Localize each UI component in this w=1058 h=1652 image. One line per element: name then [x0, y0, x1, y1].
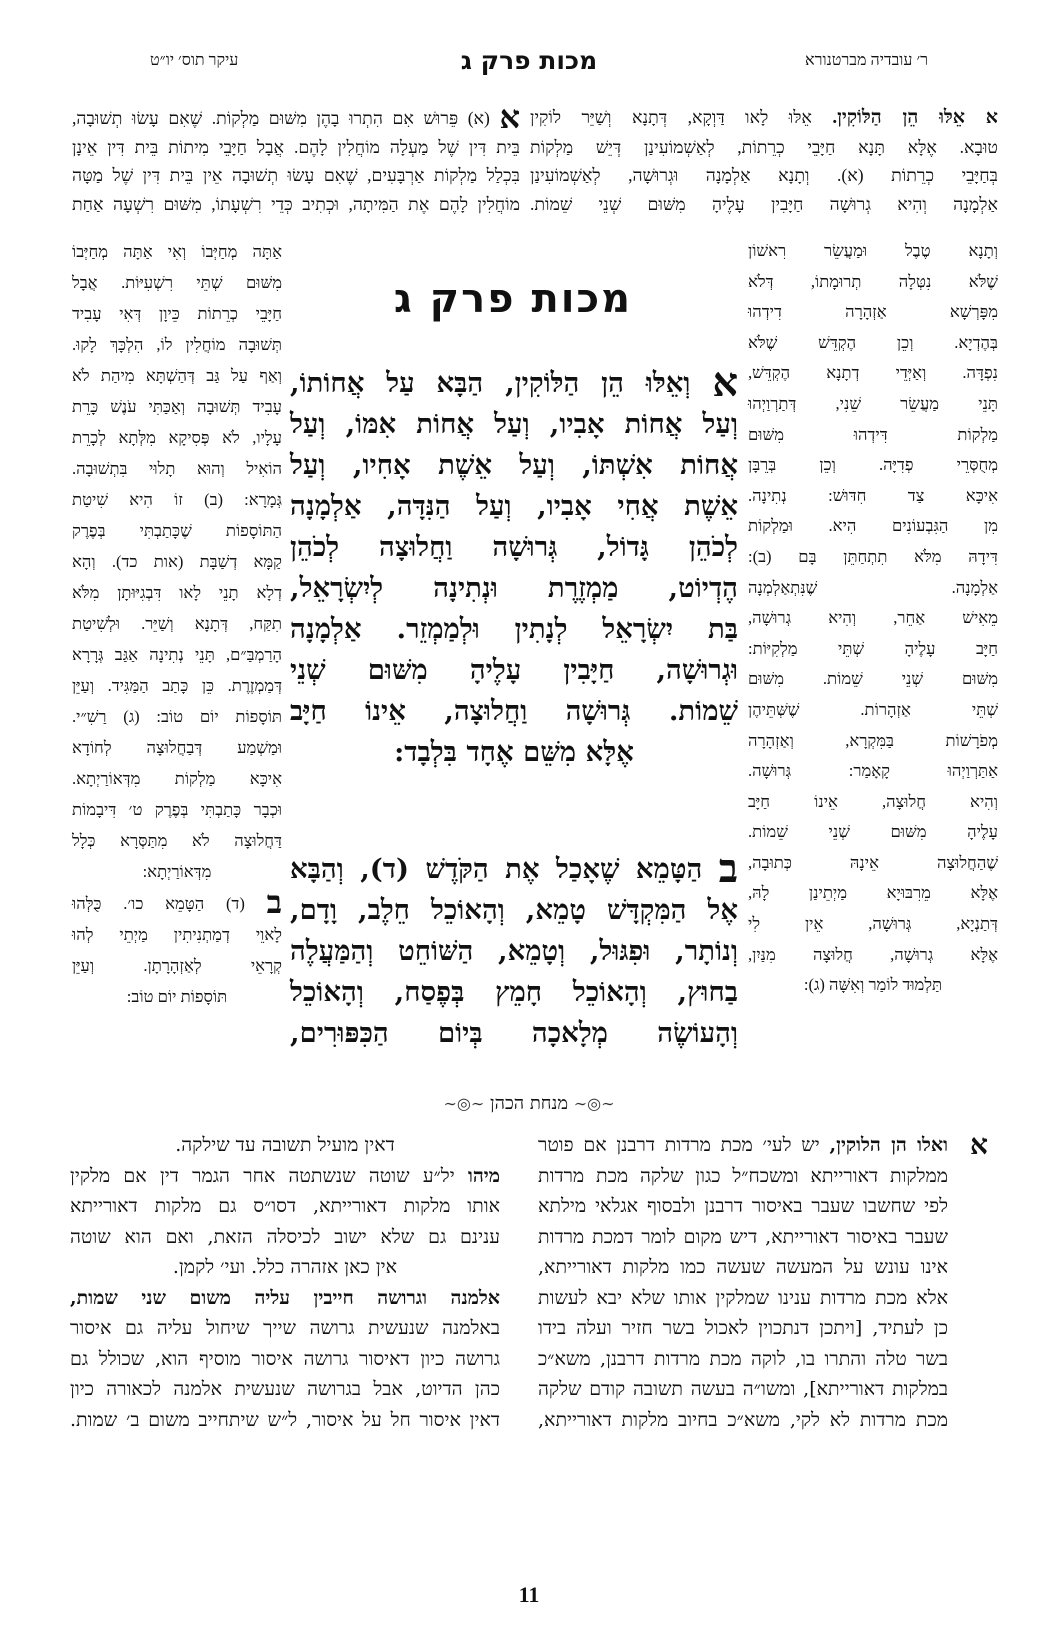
minchat-line: כהן הדיוט, אבל בגרושה שנעשית אלמנה לכאורה כיון: [70, 1378, 500, 1400]
minchat-line: במלקות דאורייתא], ומשו״ה בעשה תשובה קודם שלקה: [538, 1378, 948, 1400]
bartenura-line: שְׁתֵּי אַזְהָרוֹת. שֶׁשְּׁתֵּיהֶן: [748, 699, 998, 719]
tosafot-side-column: [72, 236, 282, 1012]
tosafot-line: בֵּית דִּין שֶׁל מַעְלָה מוֹחֲלִין לָהֶם. אֲבָל חַיָּבֵי מִיתוֹת בֵּית דִּין אֵינָן: [72, 136, 520, 157]
ornament-icon: ∽◎∽: [443, 1094, 485, 1113]
mishna-aleph: [290, 359, 738, 773]
bartenura-line: מְפֹרָשׁוֹת בַּמִּקְרָא, וְאַזְהָרָה: [748, 730, 998, 750]
bartenura-line: מִשּׁוּם שְׁנֵי שֵׁמוֹת. מִשּׁוּם: [748, 669, 998, 689]
bartenura-line: תָּנֵי מַעֲשֵׂר שֵׁנִי, דְּתַרְוַיְהוּ: [748, 393, 998, 413]
mishna-line: וְנוֹתָר, וּפִגּוּל, וְטָמֵא, הַשּׁוֹחֵט וְהַמַּעֲלֶה: [290, 935, 738, 967]
tosafot-line: מִשּׁוּם שְׁתֵּי רִשְׁעִיּוֹת. אֲבָל: [72, 273, 282, 292]
bartenura-line: מֵאִישׁ אַחֵר, וְהִיא גְרוּשָׁה,: [748, 608, 998, 628]
chapter-title: מכות פרק ג: [393, 276, 633, 322]
tosafot-line: עָבִיד תְּשׁוּבָה וְאַכַּתִּי עֹנֶשׁ כָּרֵת: [72, 397, 282, 416]
tosafot-line: וְאַף עַל גַּב דְּהַשְׁתָּא מִיהַת לֹא: [72, 366, 282, 385]
bartenura-line: טוּבָא. אֶלָּא תָּנָא חַיָּבֵי כְרֵתוֹת, לְאַשְׁמוֹעִינַן דְּיֵשׁ מַלְקוֹת: [530, 136, 998, 157]
bartenura-line: שֶׁהַחֲלוּצָה אֵינָהּ כְּתוּבָה,: [748, 852, 998, 872]
minchat-hakohen-heading: [0, 1093, 1058, 1114]
tosafot-line: בִּכְלַל מַלְקוֹת אַרְבָּעִים, שֶׁאִם עָשׂוּ תְשׁוּבָה אֵין בֵּית דִּין שֶׁל מַטָּה: [72, 165, 520, 185]
minchat-line: ממלקות דאורייתא ומשכח״ל כגון שלקה מכת מרדות: [538, 1164, 948, 1187]
tosafot-mishna-marker-aleph: א: [499, 98, 520, 136]
tosafot-line: דַּחֲלוּצָה לֹא מִתַּסְּרָא כְּלָל: [72, 831, 282, 850]
bartenura-line: בְּהֶדְיָא. וְכֵן הֶקְדֵּשׁ שֶׁלֹּא: [748, 332, 998, 352]
minchat-line: באלמנה שנעשית גרושה שייך שיחול עליה גם איסור: [70, 1317, 500, 1339]
mishna-line: אֶל הַמִּקְדָּשׁ טָמֵא, וְהָאוֹכֵל חֵלֶב, וָדָם,: [290, 894, 738, 926]
tosafot-line: א (א) פֵּרוּשׁ אִם הִתְרוּ בָהֶן מִשּׁוּם מַלְקוֹת. שֶׁאִם עָשׂוּ תְשׁוּבָה,: [72, 98, 520, 136]
minchat-line: אלמנה וגרושה חייבין עליה משום שני שמות,: [70, 1286, 500, 1309]
bartenura-line: דְּתַנְיָא, גְּרוּשָׁה, אֵין לִי: [748, 914, 998, 934]
minchat-line: מיהו יל״ע שוטה שנשתטה אחר הגמר דין אם מלקין: [70, 1164, 500, 1187]
tosafot-line: אַתָּה מְחַיְּבוֹ וְאִי אַתָּה מְחַיְּבוֹ: [72, 242, 282, 261]
mishna-line: וְעַל אֲחוֹת אָבִיו, וְעַל אֲחוֹת אִמּוֹ, וְעַל: [290, 408, 738, 440]
tosafot-line: תּוֹסָפוֹת יוֹם טוֹב: (ג) רַשִׁ״י.: [72, 707, 282, 726]
header-tractate-title: מכות פרק ג: [460, 46, 598, 75]
bartenura-line: מִפָּרְשָׁא אַזְהָרָה דִידְהוּ: [748, 302, 998, 322]
tosafot-line: תִקַּח, דְּתָנָא וְשַׁיֵּר. וּלְשִׁיטַת: [72, 614, 282, 633]
tosafot-line: עָלָיו, לֹא פְּסִיקָא מִלְּתָא לְכָרֵת: [72, 428, 282, 447]
bartenura-line: תַּלְמוּד לוֹמַר וְאִשָּׁה (ג):: [803, 975, 943, 995]
bartenura-dibur-hamatchil: א אֵלּוּ הֵן הַלּוֹקִין.: [832, 107, 998, 128]
minchat-hakohen-title: מנחת הכהן: [490, 1093, 568, 1114]
minchat-left-column: [70, 1130, 500, 1435]
mishna-line: הֶדְיוֹט, מַמְזֶרֶת וּנְתִינָה לְיִשְׂרָאֵל,: [290, 572, 738, 604]
bartenura-line: עָלֶיהָ מִשּׁוּם שְׁנֵי שֵׁמוֹת.: [748, 822, 998, 842]
tosafot-line: קַמָּא דְשַׁבָּת (אות כד). וְהָא: [72, 552, 282, 571]
bartenura-line: מַלְקוֹת דִּידְהוּ מִשּׁוּם: [748, 424, 998, 444]
mishna-line: בַּת יִשְׂרָאֵל לְנָתִין וּלְמַמְזֵר. אַלְמָנָה: [290, 613, 738, 645]
mishna-line: אֲחוֹת אִשְׁתּוֹ, וְעַל אֵשֶׁת אָחִיו, וְעַל: [290, 449, 738, 481]
page-number: 11: [518, 1582, 540, 1607]
bartenura-line: א אֵלּוּ הֵן הַלּוֹקִין. אֵלּוּ לָאו דַּוְקָא, דְּתָנָא וְשַׁיֵּר לוֹקִין: [530, 107, 998, 128]
tosafot-line: הַתּוֹסָפוֹת שֶׁכָּתַבְתִּי בְּפֶרֶק: [72, 521, 282, 540]
bartenura-line: אַלְמָנָה וְהִיא גְרוּשָׁה חַיָּבִין עָלֶיהָ מִשּׁוּם שְׁנֵי שֵׁמוֹת.: [530, 193, 998, 214]
tosafot-line: וּכְבָר כָּתַבְתִּי בְּפֶרֶק ט׳ דִּיבָמוֹת: [72, 800, 282, 819]
tosafot-line: חַיָּבֵי כְרֵתוֹת כֵּיוָן דְּאִי עָבִיד: [72, 304, 282, 323]
bartenura-line: דִּידָהּ מִלֹּא תִתְחַתֵּן בָּם (ב):: [748, 546, 998, 566]
bartenura-line: שֶׁלֹּא נִטְּלָה תְרוּמָתוֹ, דְּלֹא: [748, 271, 998, 291]
bartenura-line: מִן הַגִּבְעוֹנִים הִיא. וּמַלְקוֹת: [748, 516, 998, 536]
minchat-line: כן לעתיד, [ויתכן דנתכוין לאכול בשר חזיר ועלה בידו: [538, 1317, 948, 1339]
minchat-line: מכת מרדות לא לקי, משא״כ בחיוב מלקות דאורייתא,: [538, 1408, 948, 1431]
bartenura-line: חַיָּב עָלֶיהָ שְׁתֵּי מַלְקִיּוֹת:: [748, 638, 998, 658]
minchat-marker-aleph: א: [970, 1128, 988, 1161]
header-bartenura-label: ר׳ עובדיה מברטנורא: [805, 52, 928, 69]
tosafot-line: הָרַמְבַּ״ם, תָּנֵי נְתִינָה אַגַּב גְּרָרָא: [72, 645, 282, 664]
mishna-line: שֵׁמוֹת. גְּרוּשָׁה וַחֲלוּצָה, אֵינוֹ חַיָּב: [290, 695, 738, 727]
tosafot-line: גְּמָרָא: (ב) זוֹ הִיא שִׁיטַת: [72, 490, 282, 509]
mishna-line: א וְאֵלּוּ הֵן הַלּוֹקִין, הַבָּא עַל אֲחוֹתוֹ,: [290, 359, 738, 406]
tosafot-line: וּמַשְׁמַע דְּבַחֲלוּצָה לְחוֹדָא: [72, 738, 282, 757]
bartenura-line: אֶלָּא גְרוּשָׁה, חֲלוּצָה מִנַּיִן,: [748, 944, 998, 964]
tosafot-line: דְלָא תָנֵי לָאו דִּבְגִיּוּתָן מִלֹּא: [72, 583, 282, 602]
bartenura-line: וְהִיא חֲלוּצָה, אֵינוֹ חַיָּב: [748, 791, 998, 811]
mishna-line: וְהָעוֹשֶׂה מְלָאכָה בְּיוֹם הַכִּפּוּרִים,: [290, 1017, 738, 1049]
ornament-icon: ∽◎∽: [573, 1094, 615, 1113]
minchat-line: דאין איסור חל על איסור, ל״ש שיתחייב משום ב׳ שמות.: [70, 1408, 500, 1431]
minchat-line: גרושה כיון דאיסור גרושה איסור מוסיף הוא, שכולל גם: [70, 1347, 500, 1370]
minchat-line: דאין מועיל תשובה עד שילקה.: [175, 1134, 395, 1156]
minchat-line: אין כאן אזהרה כלל. ועי׳ לקמן.: [172, 1256, 398, 1278]
mishna-marker-bet: ב: [718, 845, 739, 892]
bartenura-line: אַלְמָנָה. שֶׁנִּתְאַלְמְנָה: [748, 577, 998, 597]
bartenura-line: מְחֻסְּרֵי פְדִיָּה. וְכֵן בְּרֵבָּן: [748, 455, 998, 475]
bartenura-top-block: [530, 103, 998, 218]
tosafot-line: תּוֹסָפוֹת יוֹם טוֹב:: [126, 987, 228, 1006]
bartenura-side-column: [748, 236, 998, 1001]
minchat-line: שעבר באיסור דאורייתא, דיש מקום לומר דמכת מרדות: [538, 1225, 948, 1248]
tosafot-top-block: [72, 98, 520, 218]
tosafot-mishna-marker-bet: ב: [266, 883, 282, 921]
bartenura-line: בְּחַיָּבֵי כְרֵתוֹת (א). וְתָנָא אַלְמָנָה וּגְרוּשָׁה, לְאַשְׁמוֹעִינַן: [530, 165, 998, 185]
minchat-line: ואלו הן הלוקין, יש לעי׳ מכת מרדות דרבנן אם פוטר: [538, 1134, 948, 1156]
tosafot-line: ב (ד) הַטָּמֵא כו׳. כֻּלְּהוּ: [72, 883, 282, 921]
minchat-line: אותו מלקות דאורייתא, דסו״ס גם מלקות דאורייתא: [70, 1195, 500, 1217]
tosafot-line: לָאוֵי דְמַתְנִיתִין מַיְתֵי לְהוּ: [72, 925, 282, 944]
minchat-line: לפי שחשבו שעבר באיסור דרבנן ולבסוף אגלאי מילתא: [538, 1195, 948, 1217]
tosafot-line: הוֹאִיל וְהוּא תָלוּי בִּתְשׁוּבָה.: [72, 459, 282, 478]
mishna-line: ב הַטָּמֵא שֶׁאָכַל אֶת הַקֹּדֶשׁ (ד), וְהַבָּא: [290, 845, 739, 892]
tosafot-line: מִדְּאוֹרַיְתָא:: [142, 862, 212, 881]
bartenura-line: נִפְדָּה. וְאַיְּדֵי דְתָנָא הֶקְדֵּשׁ,: [748, 363, 998, 383]
tosafot-line: מוֹחֲלִין לָהֶם אֶת הַמִּיתָה, וּכְתִיב כְּדֵי רִשְׁעָתוֹ, מִשּׁוּם רִשְׁעָה אַחַת: [72, 193, 520, 214]
bartenura-line: וְתָנָא טֶבֶל וּמַעֲשֵׂר רִאשׁוֹן: [748, 241, 998, 260]
mishna-line: אֶלָּא מִשֵּׁם אֶחָד בִּלְבָד:: [394, 736, 634, 768]
minchat-line: בשר טלה והתרו בו, לוקה מכת מרדות דרבנן, משא״כ: [538, 1347, 948, 1370]
mishna-line: וּגְרוּשָׁה, חַיָּבִין עָלֶיהָ מִשּׁוּם שְׁנֵי: [290, 654, 738, 686]
mishna-line: בַחוּץ, וְהָאוֹכֵל חָמֵץ בְּפֶסַח, וְהָאוֹכֵל: [290, 976, 738, 1008]
minchat-line: אינו עונש על המעשה שעשה כמו מלקות דאורייתא,: [538, 1256, 948, 1278]
tosafot-line: דְּמַמְזֶרֶת. כֵּן כָּתַב הַמַּגִּיד. וְעַיֵּן: [72, 676, 282, 695]
mishna-line: לְכֹהֵן גָּדוֹל, גְּרוּשָׁה וַחֲלוּצָה לְכֹהֵן: [290, 531, 738, 563]
mishna-line: אֵשֶׁת אֲחִי אָבִיו, וְעַל הַנִּדָּה, אַלְמָנָה: [290, 490, 738, 522]
bartenura-line: אֶלָּא מֵרִבּוּיָא מַיְתֵינַן לָהּ,: [748, 883, 998, 903]
minchat-line: ענינם גם שלא ישוב לכיסלה הזאת, ואם הוא שוטה: [70, 1225, 500, 1248]
mishna-bet: [290, 845, 739, 1054]
mishna-marker-aleph: א: [712, 359, 738, 406]
bartenura-line: אַתַּרְוַיְהוּ קָאָמַר: גְּרוּשָׁה.: [748, 761, 998, 781]
tosafot-line: תְּשׁוּבָה מוֹחֲלִין לוֹ, הִלְכָּךְ לָקוּ.: [72, 335, 282, 354]
tosafot-line: קְרָאֵי לְאַזְהָרָתָן. וְעַיֵּן: [72, 956, 282, 975]
bartenura-line: אִיכָּא צַד חִדּוּשׁ: נְתִינָה.: [748, 485, 998, 505]
tosafot-line: אִיכָּא מַלְקוֹת מִדְּאוֹרַיְתָא.: [72, 769, 282, 788]
minchat-line: אלא מכת מרדות ענינו שמלקין אותו שלא יבא לעשות: [538, 1286, 948, 1309]
minchat-right-column: [538, 1130, 948, 1435]
header-tosafot-label: עיקר תוס׳ יו״ט: [150, 52, 239, 69]
